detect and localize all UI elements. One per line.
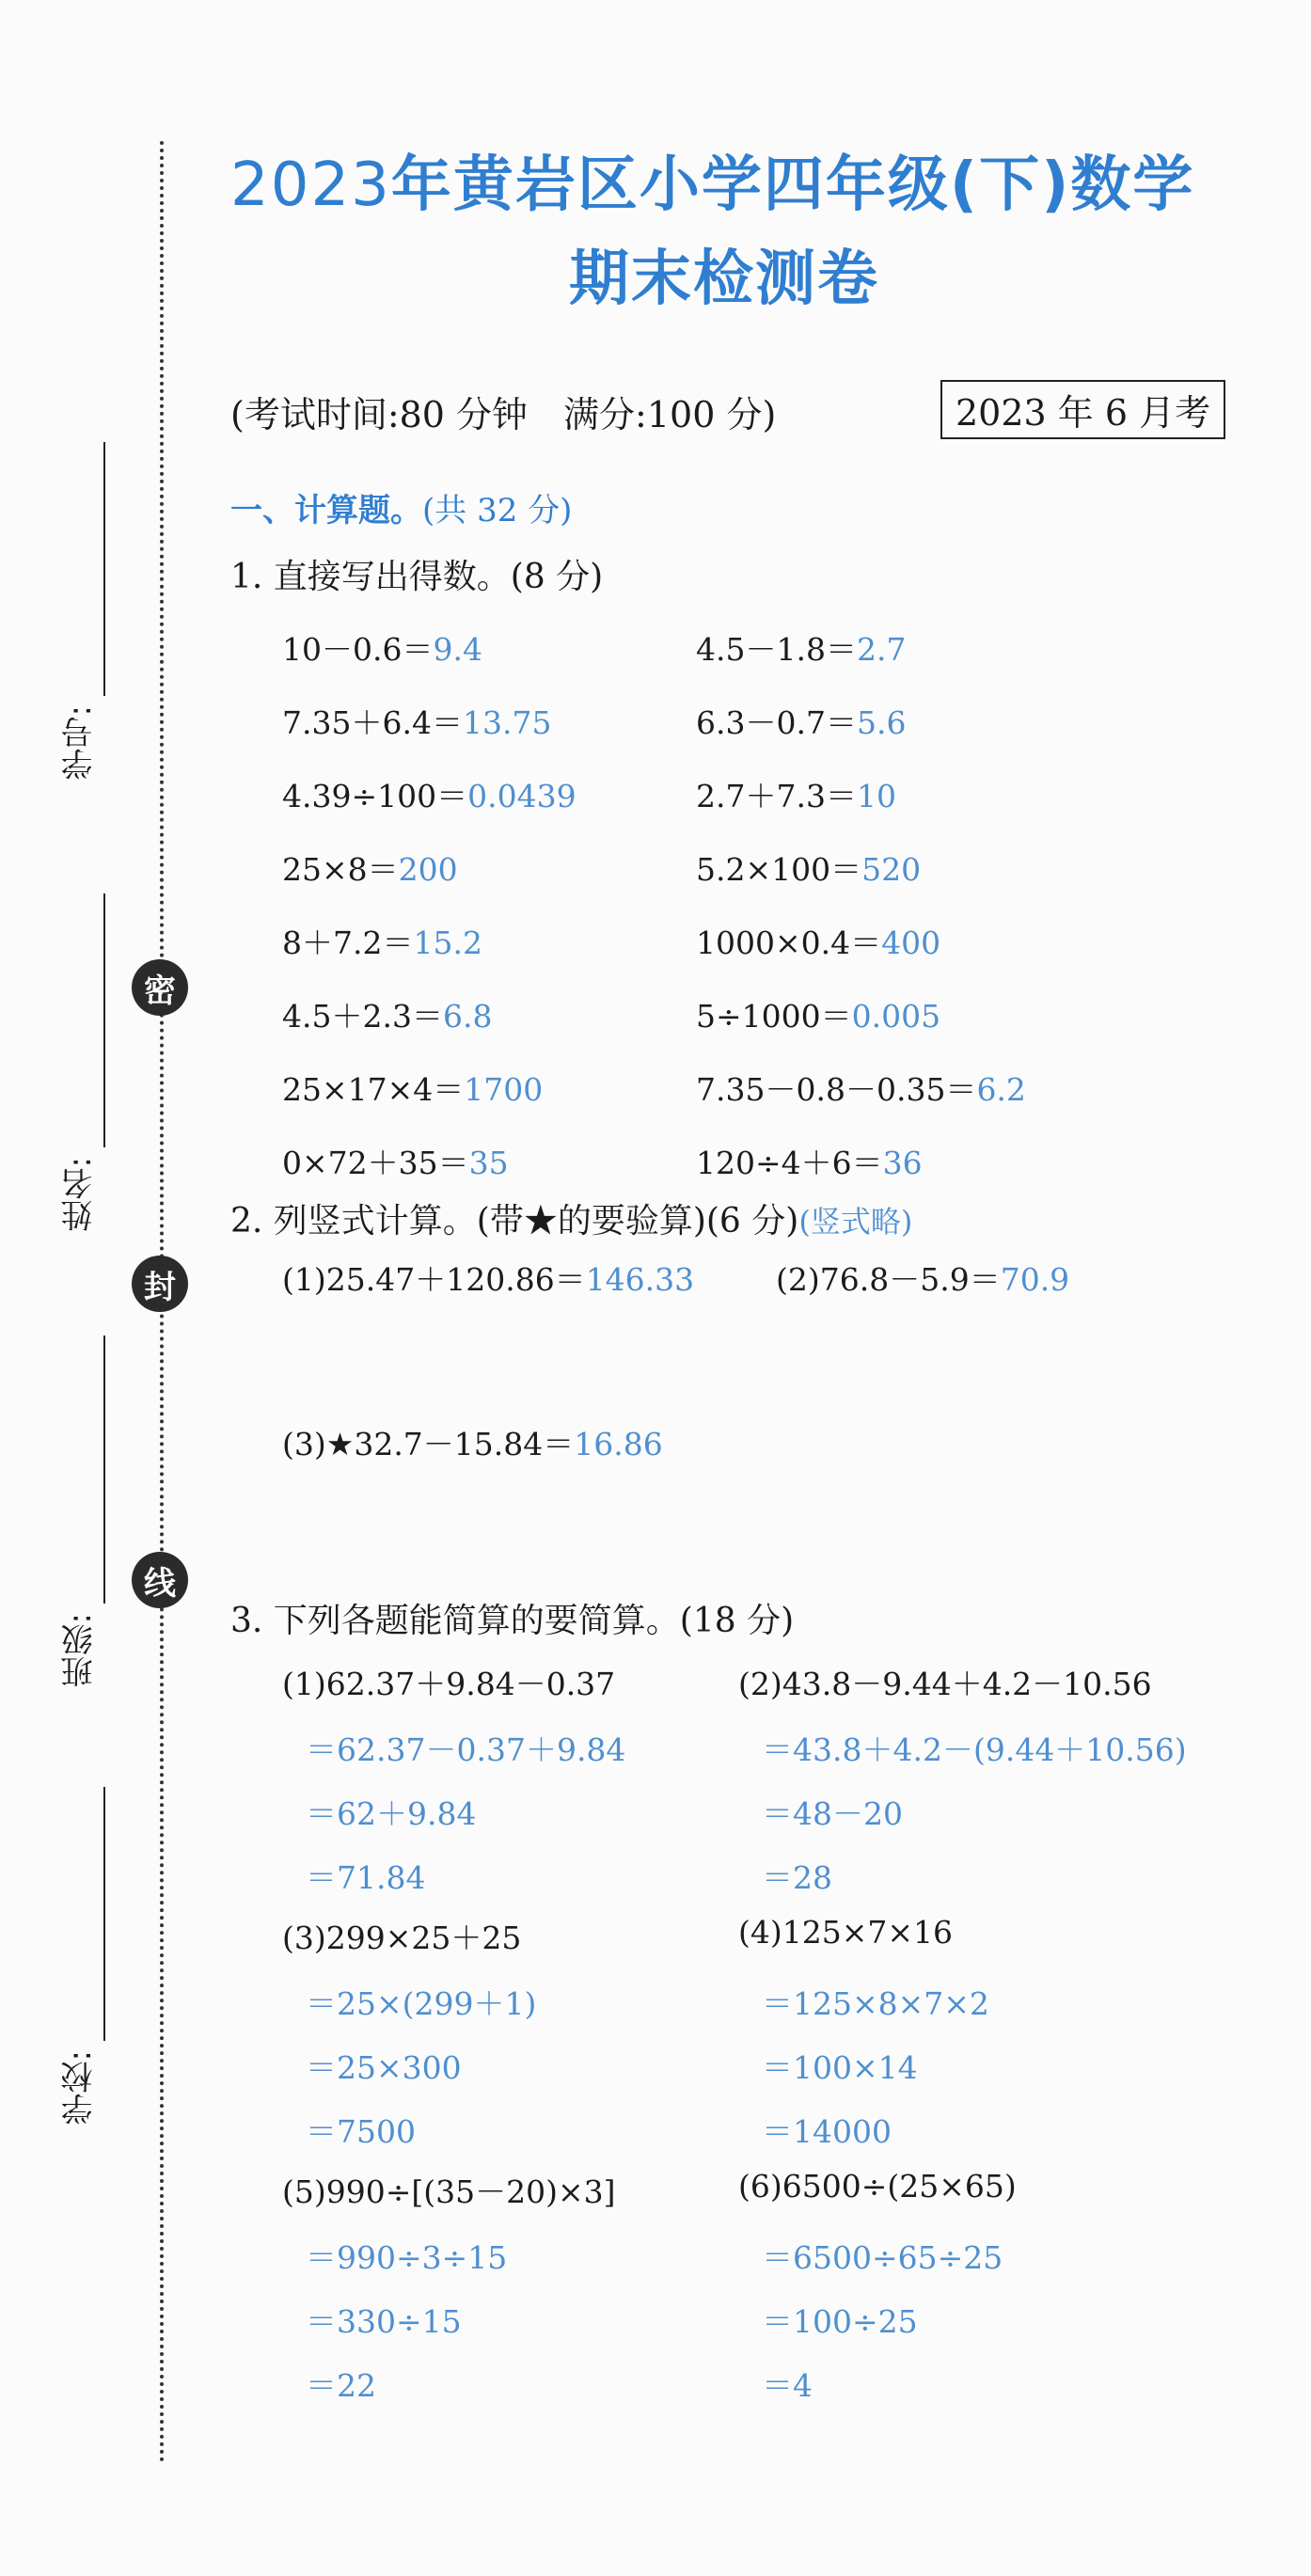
q1-right-row [696,1066,1026,1110]
q1-answer: 10 [856,778,896,814]
q3-problem-5-expr: (5)990÷[(35－20)×3] [282,2173,616,2210]
q3-problem-6-step: ＝6500÷65÷25 [762,2239,1003,2276]
q3-title: 3. 下列各题能简算的要简算。(18 分) [230,1602,795,1640]
q3-problem-4-step: ＝100×14 [762,2049,918,2086]
section-1-points: (共 32 分) [422,492,573,529]
q2-item-1 [282,1256,694,1300]
q1-answer: 9.4 [433,631,482,668]
q3-problem-1-step: ＝62.37－0.37＋9.84 [306,1731,626,1768]
q1-answer: 400 [881,925,941,961]
q3-problem-5-step: ＝330÷15 [306,2303,462,2340]
q1-expression: 10－0.6＝ [282,631,434,668]
q1-expression: 4.39÷100＝ [282,778,468,814]
q3-problem-2-step: ＝28 [762,1859,832,1896]
q3-problem-5-step: ＝22 [306,2367,376,2404]
seal-mi-text: 密 [144,972,176,1010]
q1-answer: 13.75 [462,704,552,741]
q1-expression: 6.3－0.7＝ [696,704,857,741]
q1-expression: 0×72＋35＝ [282,1145,469,1181]
field-class [56,1335,113,1712]
field-name-label: 姓名: [61,1157,99,1232]
q1-right-row [696,992,940,1036]
field-student-id-line [103,442,105,696]
q1-expression: 4.5－1.8＝ [696,631,857,668]
q1-expression: 25×8＝ [282,851,399,888]
seal-xian [132,1552,188,1608]
q1-expression: 4.5＋2.3＝ [282,998,443,1035]
seal-xian-text: 线 [144,1564,176,1603]
q1-answer: 15.2 [413,925,482,961]
field-school-line [103,1787,105,2041]
q1-answer: 6.8 [442,998,493,1035]
q1-left-row [282,992,492,1036]
page-title-line2: 期末检测卷 [569,245,879,314]
page-title-line1 [230,136,1194,223]
q1-right-row [696,845,921,890]
section-1-heading [230,484,572,530]
q2-title-text: 2. 列竖式计算。(带★的要验算)(6 分) [230,1202,799,1241]
q3-problem-2-expr: (2)43.8－9.44＋4.2－10.56 [738,1666,1152,1702]
q1-expression: 1000×0.4＝ [696,925,882,961]
q1-left-row [282,699,551,743]
q2-item-1-expr: (1)25.47＋120.86＝ [282,1261,586,1298]
q1-answer: 200 [398,851,458,888]
q3-problem-2-step: ＝48－20 [762,1795,903,1832]
q2-item-3-expr: (3)★32.7－15.84＝ [282,1426,575,1462]
field-student-id-label: 学号: [61,705,99,781]
q3-problem-5-step: ＝990÷3÷15 [306,2239,508,2276]
q1-title: 1. 直接写出得数。(8 分) [230,558,604,596]
q2-item-2 [776,1256,1069,1300]
title-year: 2023 [230,150,391,220]
q2-item-1-answer: 146.33 [585,1261,695,1298]
field-student-id [56,442,113,799]
q1-right-row [696,1139,923,1183]
q3-problem-3-step: ＝25×(299＋1) [306,1985,537,2022]
q1-answer: 0.0439 [467,778,577,814]
q1-expression: 5.2×100＝ [696,851,862,888]
q1-right-row [696,919,940,963]
q1-right-row [696,772,896,816]
q2-note: (竖式略) [798,1204,913,1240]
q3-problem-4-expr: (4)125×7×16 [738,1914,954,1951]
q2-title [230,1194,912,1242]
q1-expression: 120÷4＋6＝ [696,1145,883,1181]
q3-problem-1-expr: (1)62.37＋9.84－0.37 [282,1666,616,1702]
q1-left-row [282,625,482,670]
q1-left-row [282,1139,509,1183]
q3-problem-1-step: ＝62＋9.84 [306,1795,477,1832]
field-school [56,1787,113,2144]
field-class-line [103,1335,105,1604]
q3-problem-3-step: ＝7500 [306,2113,416,2150]
q2-item-3 [282,1420,663,1464]
q1-right-row [696,699,906,743]
title-line1-text: 年黄岩区小学四年级(下)数学 [390,150,1195,220]
section-1-label: 一、计算题。 [230,492,422,529]
q1-answer: 6.2 [976,1071,1026,1108]
q1-expression: 7.35＋6.4＝ [282,704,463,741]
q1-left-row [282,1066,543,1110]
q1-answer: 2.7 [856,631,907,668]
q1-expression: 5÷1000＝ [696,998,852,1035]
q3-problem-2-step: ＝43.8＋4.2－(9.44＋10.56) [762,1731,1187,1768]
q1-answer: 35 [468,1145,509,1181]
seal-mi [132,959,188,1016]
q1-right-row [696,625,906,670]
q1-answer: 5.6 [856,704,907,741]
q2-item-3-answer: 16.86 [574,1426,663,1462]
field-name-line [103,893,105,1147]
q3-problem-4-step: ＝14000 [762,2113,892,2150]
q1-expression: 25×17×4＝ [282,1071,465,1108]
seal-feng [132,1256,188,1312]
field-name [56,893,113,1251]
q3-problem-6-step: ＝100÷25 [762,2303,918,2340]
q3-problem-4-step: ＝125×8×7×2 [762,1985,989,2022]
q1-answer: 1700 [464,1071,544,1108]
q1-expression: 8＋7.2＝ [282,925,414,961]
seal-feng-text: 封 [144,1268,176,1306]
field-school-label: 学校: [61,2050,99,2126]
exam-date-box: 2023 年 6 月考 [940,380,1225,439]
q1-left-row [282,919,482,963]
q2-item-2-expr: (2)76.8－5.9＝ [776,1261,1001,1298]
q1-answer: 36 [882,1145,923,1181]
q3-problem-3-step: ＝25×300 [306,2049,462,2086]
q1-answer: 0.005 [851,998,941,1035]
q1-expression: 2.7＋7.3＝ [696,778,857,814]
q1-left-row [282,772,577,816]
q3-problem-6-step: ＝4 [762,2367,813,2404]
field-class-label: 班级: [61,1613,99,1688]
q1-expression: 7.35－0.8－0.35＝ [696,1071,977,1108]
q3-problem-6-expr: (6)6500÷(25×65) [738,2168,1017,2205]
q3-problem-3-expr: (3)299×25＋25 [282,1920,522,1956]
q2-item-2-answer: 70.9 [1000,1261,1070,1298]
q3-problem-1-step: ＝71.84 [306,1859,426,1896]
exam-info: (考试时间:80 分钟 满分:100 分) [230,394,777,435]
q1-answer: 520 [861,851,922,888]
q1-left-row [282,845,458,890]
